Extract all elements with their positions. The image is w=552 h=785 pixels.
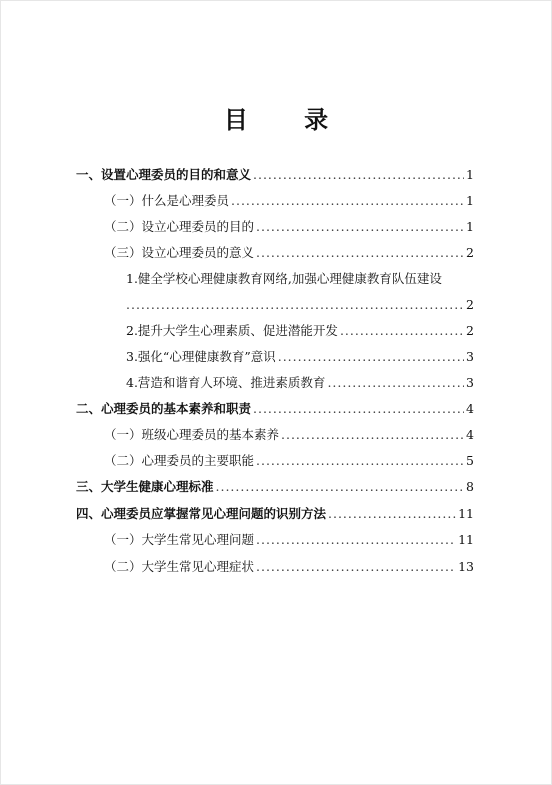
leader-dots <box>253 166 464 184</box>
toc-entry-label: （一）什么是心理委员 <box>104 193 230 208</box>
toc-entry-label: （三）设立心理委员的意义 <box>104 245 255 260</box>
toc-page-number: 1 <box>466 219 474 234</box>
toc-entry[interactable] <box>104 218 474 236</box>
toc-entry[interactable] <box>104 192 474 210</box>
leader-dots <box>327 374 464 392</box>
toc-entry-label: （二）心理委员的主要职能 <box>104 453 255 468</box>
leader-dots <box>281 426 464 444</box>
toc-page-number: 11 <box>458 532 474 547</box>
toc-entry-label: （二）设立心理委员的目的 <box>104 219 255 234</box>
toc-page-number: 3 <box>466 375 474 390</box>
leader-dots <box>256 558 456 576</box>
toc-entry-label: 二、心理委员的基本素养和职责 <box>76 401 252 416</box>
toc-entry[interactable] <box>126 348 474 366</box>
toc-entry[interactable] <box>104 558 474 576</box>
toc-page-number: 8 <box>466 479 474 494</box>
leader-dots <box>126 296 464 314</box>
toc-entry-label: 四、心理委员应掌握常见心理问题的识别方法 <box>76 506 327 521</box>
toc-entry[interactable] <box>104 426 474 444</box>
toc-entry[interactable] <box>104 531 474 549</box>
toc-entry-label: 3.强化“心理健康教育”意识 <box>126 349 276 364</box>
toc-entry[interactable] <box>76 505 474 523</box>
leader-dots <box>253 400 464 418</box>
toc-page-number: 3 <box>466 349 474 364</box>
toc-entry-label: 一、设置心理委员的目的和意义 <box>76 167 252 182</box>
toc-page-number: 11 <box>458 506 474 521</box>
toc-page-number: 2 <box>466 323 474 338</box>
leader-dots <box>278 348 464 366</box>
toc-entry-label: （二）大学生常见心理症状 <box>104 559 255 574</box>
toc-entry-label: （一）班级心理委员的基本素养 <box>104 427 280 442</box>
toc-page-number: 13 <box>458 559 474 574</box>
toc-entry[interactable] <box>76 400 474 418</box>
toc-title: 目 录 <box>223 105 353 134</box>
toc-entry-label[interactable]: 1.健全学校心理健康教育网络,加强心理健康教育队伍建设 <box>126 271 442 286</box>
toc-entry-label: 2.提升大学生心理素质、促进潜能开发 <box>126 323 338 338</box>
toc-entry[interactable] <box>126 296 474 314</box>
toc-page-number: 4 <box>466 427 474 442</box>
toc-page-number: 2 <box>466 297 474 312</box>
toc-page-number: 1 <box>466 193 474 208</box>
toc-entry[interactable] <box>76 166 474 184</box>
toc-page-number: 1 <box>466 167 474 182</box>
toc-entry-label: （一）大学生常见心理问题 <box>104 532 255 547</box>
leader-dots <box>256 218 464 236</box>
leader-dots <box>328 505 456 523</box>
toc-entry[interactable] <box>104 244 474 262</box>
leader-dots <box>340 322 464 340</box>
leader-dots <box>256 531 456 549</box>
toc-page-number: 2 <box>466 245 474 260</box>
toc-entry-label: 三、大学生健康心理标准 <box>76 479 214 494</box>
leader-dots <box>231 192 464 210</box>
toc-entry[interactable] <box>104 452 474 470</box>
leader-dots <box>256 244 464 262</box>
leader-dots <box>216 478 465 496</box>
toc-entry[interactable] <box>126 322 474 340</box>
toc-entry[interactable] <box>126 374 474 392</box>
leader-dots <box>256 452 464 470</box>
toc-entry-label: 4.营造和谐育人环境、推进素质教育 <box>126 375 326 390</box>
toc-entry[interactable] <box>76 478 474 496</box>
toc-page-number: 4 <box>466 401 474 416</box>
toc-page-number: 5 <box>466 453 474 468</box>
